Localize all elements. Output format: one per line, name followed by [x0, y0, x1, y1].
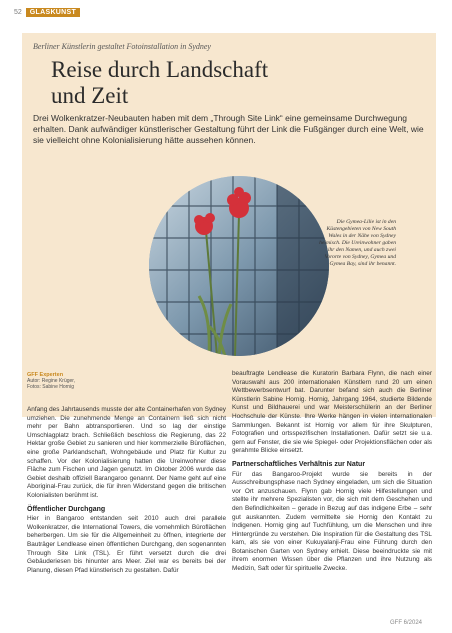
body-column-right	[232, 370, 432, 579]
subheading: Partnerschaftliches Verhältnis zur Natur	[232, 460, 366, 468]
body-paragraph: beauftragte Lendlease die Kuratorin Barbara Flynn, die nach einer Vorauswahl aus 200 internationalen Künstlern rund 20 um einen Wettbewerbsentwurf bat. Darunter befand sich auch die Berliner Künstlerin Sabine Hornig. Hornig, Jahrgang 1964, studierte Bildende Kunst und Bildhauerei und war Meisterschülerin an der Berliner Hochschule der Künste. Ihre Werke hängen in vielen internationalen Sammlungen. Bekannt ist Hornig vor allem für ihre Skulpturen, Fotografien und ortsspezifischen Installationen. Dafür setzt sie u.a. gern auf Fenster, die sie wie Spiegel- oder Projektionsflächen oder als gerahmte Blicke einsetzt.	[232, 370, 432, 455]
body-column-left	[27, 406, 226, 580]
page-footer: GFF 6/2024	[389, 620, 422, 626]
body-paragraph: Für das Bangaroo-Projekt wurde sie bereits in der Ausschreibungsphase nach Sydney eingeladen, um sich die Situation vor Ort anzuschauen. Flynn gab Hornig viele Hilfestellungen und stellte ihr mehrere Spezialisten vor, die sich mit dem Geschehen und den Befindlichkeiten – gerade in Bezug auf das indigene Erbe – sehr gut auskannten. Zudem vermittelte sie Hornig den Kontakt zu Indigenen. Hornig ging auf Tuchfühlung, um die Menschen und ihre Hintergründe zu verstehen. Die Inspiration für die Gestaltung des TSL kam, als sie von einer Kukuyalanji-Frau eine Führung durch den Botanischen Garten von Sydney erhielt. Diese beeindruckte sie mit ihrem enormen Wissen über die Pflanzen und ihre Nutzung als Medizin, Saft oder für spirituelle Zwecke.	[232, 470, 432, 573]
photo-illustration	[149, 176, 329, 356]
body-paragraph: Hier in Bangaroo entstanden seit 2010 auch drei parallele Wolkenkratzer, die International Towers, die vornehmlich Büroflächen beherbergen. Um sie für die Allgemeinheit zu öffnen, integrierte der Bauträger Lendlease einen öffentlichen Durchgang, den sogenannten Through Site Link (TSL). Er führt versetzt durch die drei Gebäuderiesen bis hinunter ans Meer. Ziel war es bereits bei der Planung, diesen Pfad künstlerisch zu gestalten. Dafür	[27, 515, 226, 574]
credits-box	[27, 372, 147, 390]
photo-caption: Die Gymea-Lilie ist in den Küstengebieten von New South Wales in der Nähe von Sydney heimisch. Die Ureinwohner gaben ihr den Namen, und auch zwei Vororte von Sydney, Gymea und Gymea Bay, sind ihr benannt.	[319, 219, 396, 267]
credits-photos: Fotos: Sabine Hornig	[27, 384, 74, 390]
article-kicker: Berliner Künstlerin gestaltet Fotoinstallation in Sydney	[33, 42, 211, 51]
page-header	[14, 7, 80, 17]
credits-author: Autor: Regine Krüger,	[27, 378, 76, 384]
page-number: 52	[14, 8, 22, 16]
lily-glass-photo	[149, 176, 329, 356]
section-rubric: GLASKUNST	[26, 8, 80, 17]
article-title	[51, 57, 268, 109]
title-line-1: Reise durch Landschaft	[51, 57, 269, 82]
credits-label: GFF Experten	[27, 372, 64, 378]
body-paragraph: Anfang des Jahrtausends musste der alte Containerhafen von Sydney umziehen. Die zunehmende Menge an Containern ließ sich nicht mehr per Bahn abtransportieren. Und so lag der einstige Umschlagplatz brach. Schließlich beschloss die Regierung, das 22 Hektar große Gebiet zu sanieren und hier kommerzielle Büroflächen, eine große Parklandschaft, Wohngebäude und Platz für Kultur zu schaffen. Vor der Kolonialisierung hatten die Ureinwohner diese Fläche zum Fischen und Jagen genutzt. Im Oktober 2006 wurde das Gebiet deshalb offiziell Barangaroo genannt. Der Name geht auf eine Aboriginal-Frau zurück, die für ihren Widerstand gegen die britischen Kolonialisten berühmt ist.	[27, 406, 226, 499]
subheading: Öffentlicher Durchgang	[27, 505, 106, 513]
article-lead: Drei Wolkenkratzer-Neubauten haben mit dem „Through Site Link“ eine gemeinsame Durchwegung erhalten. Dank aufwändiger künstlerischer Gestaltung führt der Link die Fußgänger durch eine Welt, wie sie vielleicht ohne Kolonialisierung hätte aussehen können.	[33, 113, 424, 146]
title-line-2: und Zeit	[51, 83, 129, 108]
